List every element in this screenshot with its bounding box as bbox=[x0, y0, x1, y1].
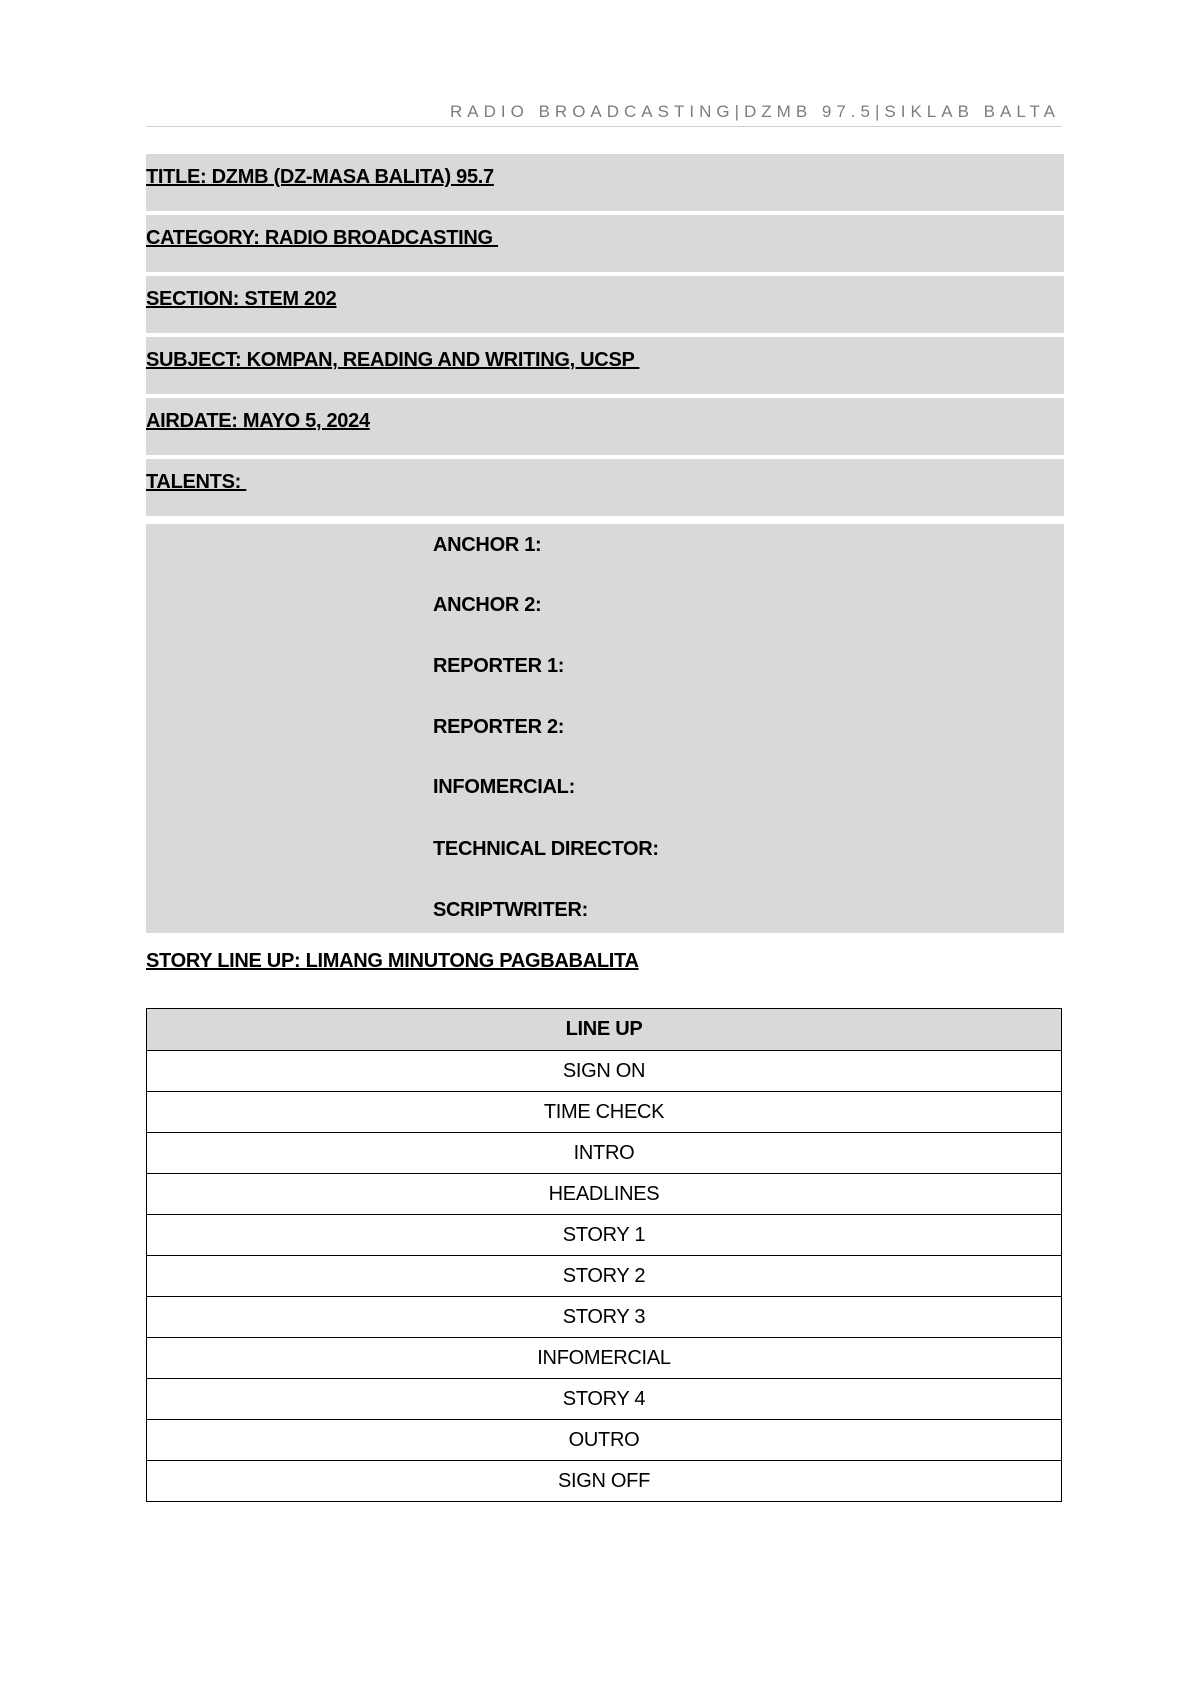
talent-reporter-2: REPORTER 2: bbox=[433, 716, 565, 738]
lineup-header-cell: LINE UP bbox=[147, 1009, 1062, 1051]
talent-infomercial: INFOMERCIAL: bbox=[433, 776, 575, 798]
table-row bbox=[147, 1133, 1062, 1174]
page-header bbox=[146, 100, 1062, 127]
talent-anchor-2: ANCHOR 2: bbox=[433, 594, 542, 616]
talents-label: TALENTS: bbox=[146, 471, 247, 493]
title-field bbox=[146, 154, 1064, 211]
category-field bbox=[146, 215, 1064, 272]
talents-field bbox=[146, 459, 1064, 516]
lineup-cell: OUTRO bbox=[147, 1420, 1062, 1461]
lineup-table bbox=[146, 1008, 1062, 1502]
lineup-cell: HEADLINES bbox=[147, 1174, 1062, 1215]
table-row bbox=[147, 1256, 1062, 1297]
talent-technical-director: TECHNICAL DIRECTOR: bbox=[433, 838, 659, 860]
lineup-cell: STORY 1 bbox=[147, 1215, 1062, 1256]
lineup-cell: SIGN ON bbox=[147, 1051, 1062, 1092]
table-row bbox=[147, 1420, 1062, 1461]
table-row bbox=[147, 1092, 1062, 1133]
table-row bbox=[147, 1051, 1062, 1092]
table-row bbox=[147, 1338, 1062, 1379]
lineup-cell: STORY 2 bbox=[147, 1256, 1062, 1297]
title-label: TITLE: DZMB (DZ-MASA BALITA) 95.7 bbox=[146, 166, 494, 188]
talents-box bbox=[146, 524, 1064, 933]
lineup-cell: INFOMERCIAL bbox=[147, 1338, 1062, 1379]
section-label: SECTION: STEM 202 bbox=[146, 288, 337, 310]
section-field bbox=[146, 276, 1064, 333]
storyline-heading: STORY LINE UP: LIMANG MINUTONG PAGBABALITA bbox=[146, 950, 639, 972]
category-label: CATEGORY: RADIO BROADCASTING bbox=[146, 227, 499, 249]
lineup-header-row bbox=[147, 1009, 1062, 1051]
airdate-field bbox=[146, 398, 1064, 455]
subject-label: SUBJECT: KOMPAN, READING AND WRITING, UCSP bbox=[146, 349, 640, 371]
talent-anchor-1: ANCHOR 1: bbox=[433, 534, 542, 556]
table-row bbox=[147, 1379, 1062, 1420]
header-text: RADIO BROADCASTING|DZMB 97.5|SIKLAB BALTA bbox=[450, 102, 1060, 121]
lineup-cell: INTRO bbox=[147, 1133, 1062, 1174]
lineup-cell: STORY 4 bbox=[147, 1379, 1062, 1420]
lineup-cell: STORY 3 bbox=[147, 1297, 1062, 1338]
talent-scriptwriter: SCRIPTWRITER: bbox=[433, 899, 588, 921]
table-row bbox=[147, 1174, 1062, 1215]
lineup-cell: TIME CHECK bbox=[147, 1092, 1062, 1133]
table-row bbox=[147, 1215, 1062, 1256]
airdate-label: AIRDATE: MAYO 5, 2024 bbox=[146, 410, 370, 432]
talent-reporter-1: REPORTER 1: bbox=[433, 655, 565, 677]
lineup-cell: SIGN OFF bbox=[147, 1461, 1062, 1502]
table-row bbox=[147, 1461, 1062, 1502]
table-row bbox=[147, 1297, 1062, 1338]
subject-field bbox=[146, 337, 1064, 394]
